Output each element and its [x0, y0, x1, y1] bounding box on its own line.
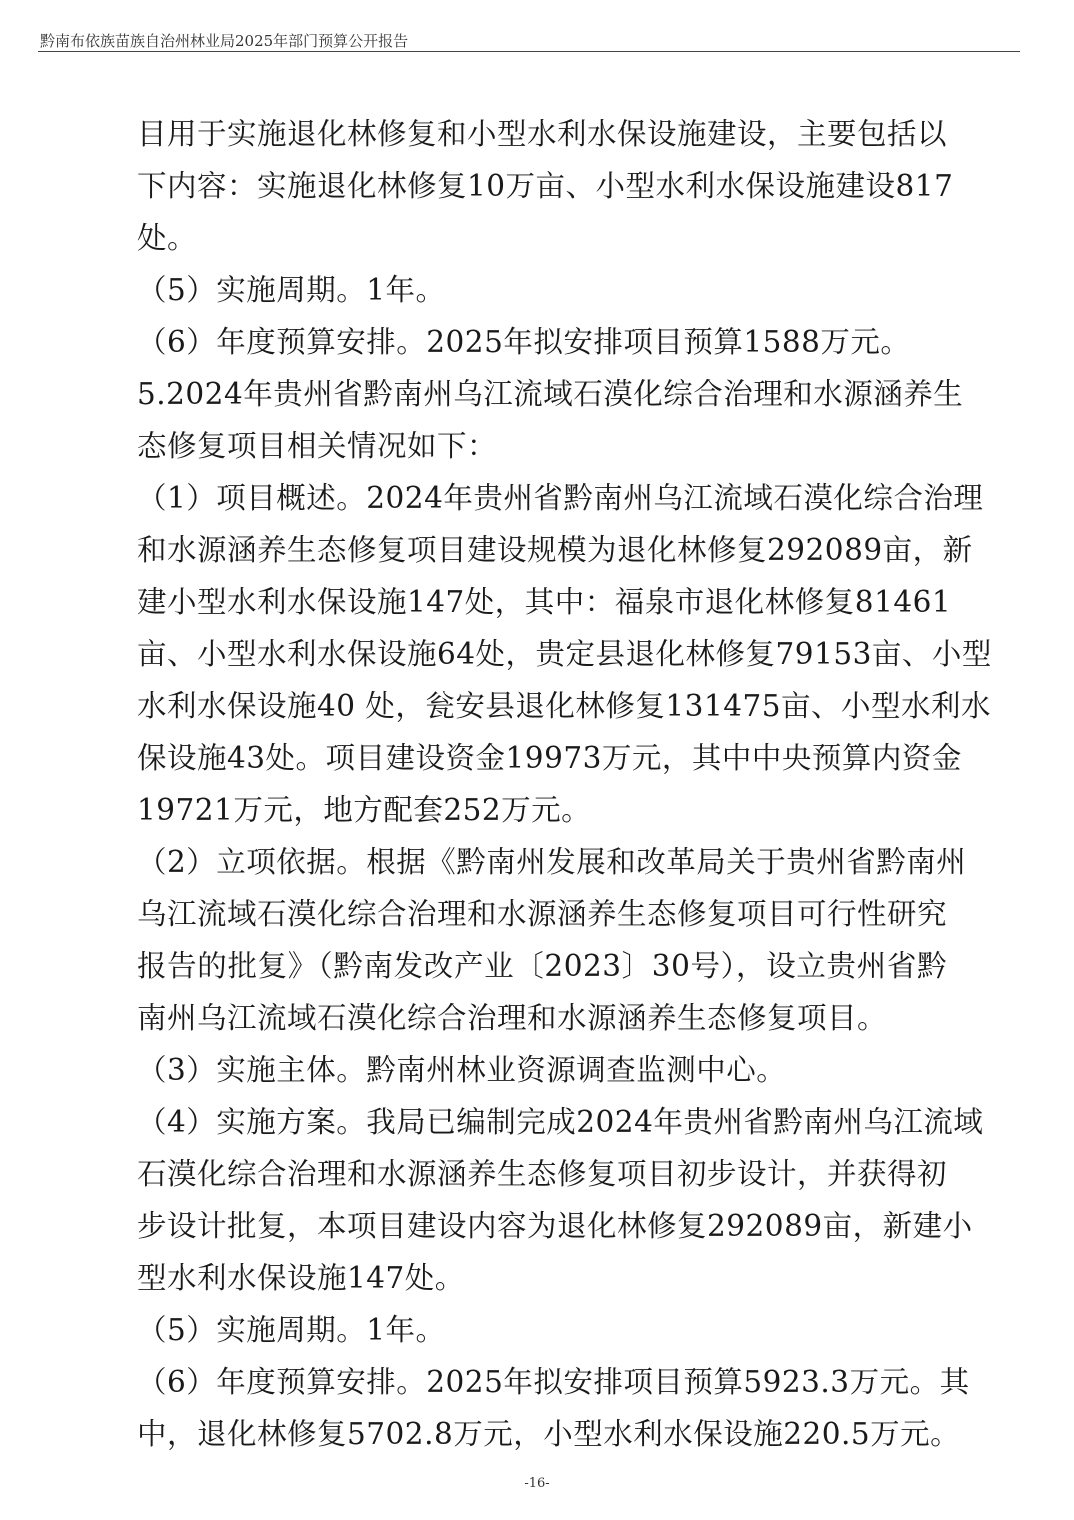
body-text-line: 水利水保设施40 处，瓮安县退化林修复131475亩、小型水利水	[137, 689, 992, 723]
body-text-line: 建小型水利水保设施147处，其中：福泉市退化林修复81461	[137, 585, 952, 619]
body-text-line: 态修复项目相关情况如下：	[137, 429, 498, 463]
header-divider	[38, 51, 1020, 52]
body-text-line: （3）实施主体。黔南州林业资源调查监测中心。	[137, 1053, 787, 1087]
body-text-line: （5）实施周期。1年。	[137, 273, 446, 307]
body-text-line: 步设计批复，本项目建设内容为退化林修复292089亩，新建小	[137, 1209, 973, 1243]
body-text-line: 19721万元，地方配套252万元。	[137, 793, 592, 827]
body-text-line: 目用于实施退化林修复和小型水利水保设施建设，主要包括以	[137, 117, 948, 151]
body-text-line: 下内容：实施退化林修复10万亩、小型水利水保设施建设817	[137, 169, 954, 203]
body-text-line: 南州乌江流域石漠化综合治理和水源涵养生态修复项目。	[137, 1001, 888, 1035]
body-text-line: 保设施43处。项目建设资金19973万元，其中中央预算内资金	[137, 741, 962, 775]
body-text-line: 石漠化综合治理和水源涵养生态修复项目初步设计，并获得初	[137, 1157, 948, 1191]
body-text-line: 和水源涵养生态修复项目建设规模为退化林修复292089亩，新	[137, 533, 973, 567]
page-header-title: 黔南布依族苗族自治州林业局2025年部门预算公开报告	[40, 32, 409, 50]
body-text-line: （4）实施方案。我局已编制完成2024年贵州省黔南州乌江流域	[137, 1105, 984, 1139]
document-body	[137, 108, 992, 1460]
body-text-line: 处。	[137, 221, 198, 255]
body-text-line: 5.2024年贵州省黔南州乌江流域石漠化综合治理和水源涵养生	[137, 377, 964, 411]
body-text-line: （6）年度预算安排。2025年拟安排项目预算1588万元。	[137, 325, 911, 359]
body-text-line: （1）项目概述。2024年贵州省黔南州乌江流域石漠化综合治理	[137, 481, 984, 515]
page-number: -16-	[524, 1476, 550, 1491]
body-text-line: 型水利水保设施147处。	[137, 1261, 465, 1295]
body-text-line: （2）立项依据。根据《黔南州发展和改革局关于贵州省黔南州	[137, 845, 967, 879]
body-text-line: （5）实施周期。1年。	[137, 1313, 446, 1347]
body-text-line: 乌江流域石漠化综合治理和水源涵养生态修复项目可行性研究	[137, 897, 948, 931]
body-text-line: 亩、小型水利水保设施64处，贵定县退化林修复79153亩、小型	[137, 637, 992, 671]
body-text-line: （6）年度预算安排。2025年拟安排项目预算5923.3万元。其	[137, 1365, 970, 1399]
body-text-line: 报告的批复》（黔南发改产业〔2023〕30号），设立贵州省黔	[137, 949, 947, 983]
body-text-line: 中，退化林修复5702.8万元，小型水利水保设施220.5万元。	[137, 1417, 961, 1451]
